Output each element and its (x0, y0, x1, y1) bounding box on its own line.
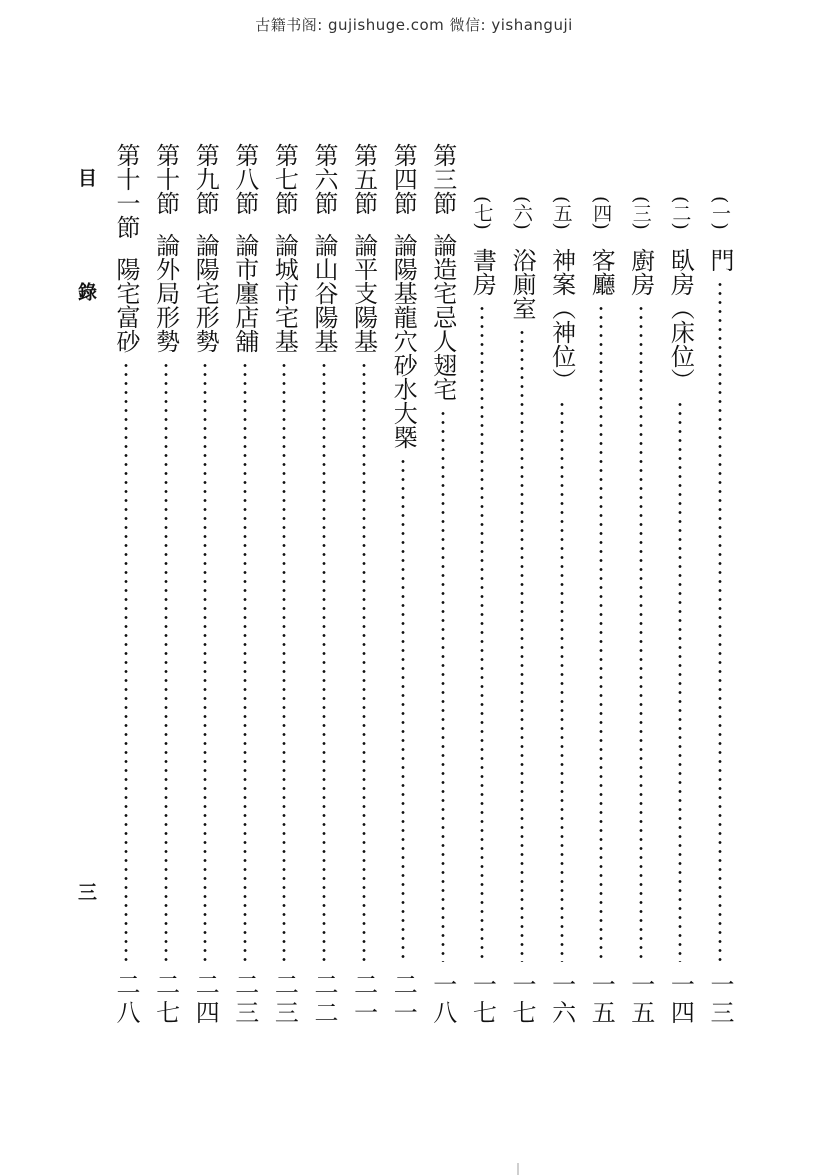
entry-title: 門 (706, 247, 734, 272)
entry-title: 書房 (468, 247, 497, 296)
toc-entry (150, 143, 182, 1028)
entry-section-label: 第九節 (191, 143, 220, 215)
entry-section-label: (三) (629, 196, 652, 230)
entry-page-number: 二四 (191, 972, 220, 1028)
entry-section-label: 第三節 (428, 143, 457, 215)
entry-title: 浴廁室 (508, 247, 536, 320)
dot-leader (599, 304, 603, 962)
entry-section-label: 第七節 (270, 143, 299, 215)
page-number: 三 (75, 882, 97, 901)
entry-title: 論陽基龍穴砂水大槩 (389, 233, 418, 449)
entry-title: 論市廛店舖 (230, 233, 259, 353)
dot-leader (480, 304, 484, 962)
dot-leader (678, 400, 682, 962)
toc-entry (348, 143, 380, 1028)
entry-section-label: 第四節 (389, 143, 418, 215)
entry-page-number: 二三 (270, 972, 299, 1028)
entry-section-label: (七) (471, 196, 494, 230)
dot-leader (164, 361, 168, 962)
dot-leader (282, 361, 286, 962)
entry-page-number: 一七 (508, 972, 536, 1028)
entry-section-label: (五) (550, 196, 573, 230)
entry-section-label: (六) (511, 196, 533, 230)
toc-entry (189, 143, 221, 1028)
entry-page-number: 一五 (626, 972, 655, 1028)
toc-entry (229, 143, 261, 1028)
entry-section-label: 第八節 (230, 143, 259, 215)
entry-section-label: 第六節 (310, 143, 338, 215)
entry-section-label: 第十一節 (112, 143, 140, 239)
toc-entry (387, 143, 419, 1028)
dot-leader (441, 409, 445, 962)
entry-title: 陽宅富砂 (112, 257, 140, 353)
entry-section-label: 第十節 (151, 143, 180, 215)
entry-section-label: (一) (709, 196, 731, 230)
entry-page-number: 二二 (310, 972, 338, 1028)
toc-entry (466, 196, 498, 1028)
dot-leader (639, 304, 643, 962)
entry-page-number: 一八 (428, 972, 457, 1028)
toc-entry (427, 143, 459, 1028)
entry-title: 論平支陽基 (349, 233, 378, 353)
entry-title: 客廳 (587, 247, 616, 296)
entry-title: 廚房 (626, 247, 655, 296)
entry-page-number: 一三 (706, 972, 734, 1028)
entry-page-number: 一六 (547, 972, 576, 1028)
entry-title: 臥房（床位） (666, 247, 695, 392)
entry-title: 論造宅忌人翅宅 (428, 233, 457, 401)
dot-leader (362, 361, 366, 962)
dot-leader (560, 400, 564, 962)
toc-entry (585, 196, 617, 1028)
toc-entry (664, 196, 696, 1028)
entry-title: 論陽宅形勢 (191, 233, 220, 353)
entry-page-number: 二三 (230, 972, 259, 1028)
entry-title: 論外局形勢 (151, 233, 180, 353)
entry-title: 論山谷陽基 (310, 233, 338, 353)
entry-section-label: (四) (590, 196, 613, 230)
watermark-text: 古籍书阁: gujishuge.com 微信: yishanguji (255, 16, 573, 34)
toc-entry (506, 196, 538, 1028)
entry-section-label: 第五節 (349, 143, 378, 215)
dot-leader (243, 361, 247, 962)
entry-page-number: 一五 (587, 972, 616, 1028)
dot-leader (520, 328, 524, 962)
dot-leader (124, 361, 128, 962)
entry-page-number: 二一 (349, 972, 378, 1028)
entry-title: 論城市宅基 (270, 233, 299, 353)
toc-entry (704, 196, 736, 1028)
toc-entry (546, 196, 578, 1028)
entry-page-number: 二七 (151, 972, 180, 1028)
entry-title: 神案（神位） (547, 247, 576, 392)
entry-page-number: 一七 (468, 972, 497, 1028)
dot-leader (203, 361, 207, 962)
dot-leader (401, 457, 405, 962)
running-title: 目 錄 (75, 168, 97, 345)
toc-entry (308, 143, 340, 1028)
dot-leader (718, 280, 722, 962)
toc-entry (268, 143, 300, 1028)
entry-page-number: 二八 (112, 972, 140, 1028)
toc-entry (110, 143, 142, 1028)
dot-leader (322, 361, 326, 962)
entry-page-number: 一四 (666, 972, 695, 1028)
entry-section-label: (二) (669, 196, 692, 230)
gutter-mark (517, 1163, 519, 1175)
toc-entry (625, 196, 657, 1028)
entry-page-number: 二一 (389, 972, 418, 1028)
